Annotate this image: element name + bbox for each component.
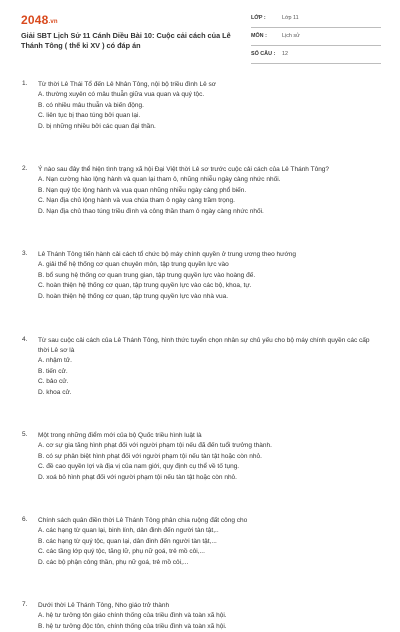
question-text: Từ thời Lê Thái Tổ đến Lê Nhân Tông, nội bộ triều đình Lê sơ <box>38 80 378 90</box>
option-d[interactable]: D. các bộ phận công thần, phụ nữ goá, trẻ mồ côi,... <box>38 558 400 569</box>
option-c[interactable]: C. liên tục bị thao túng bởi quan lại. <box>38 111 400 122</box>
option-list <box>38 260 400 302</box>
question-item <box>0 165 400 217</box>
question-text: Dưới thời Lê Thánh Tông, Nho giáo trở thành <box>38 601 378 611</box>
question-number: 7. <box>22 601 27 608</box>
option-list <box>38 526 400 568</box>
question-item <box>0 431 400 483</box>
option-b[interactable]: B. tiến cử. <box>38 367 400 378</box>
question-number: 1. <box>22 80 27 87</box>
question-text: Lê Thánh Tông tiến hành cải cách tổ chức bộ máy chính quyền ở trung ương theo hướng <box>38 250 378 260</box>
question-item <box>0 80 400 132</box>
option-c[interactable]: C. Nạn địa chủ lộng hành và vua chúa tham ô ngày càng trầm trọng. <box>38 196 400 207</box>
site-logo[interactable] <box>21 13 58 27</box>
question-list <box>0 80 400 632</box>
option-b[interactable]: B. Nạn quý tộc lộng hành và vua quan nhũng nhiễu ngày càng phổ biến. <box>38 186 400 197</box>
option-list <box>38 441 400 483</box>
option-d[interactable]: D. Nạn địa chủ thao túng triều đình và công thần tham ô ngày càng nhức nhối. <box>38 207 400 218</box>
option-c[interactable]: C. bảo cử. <box>38 377 400 388</box>
question-item <box>0 336 400 398</box>
meta-value: Lịch sử <box>282 33 300 39</box>
question-number: 3. <box>22 250 27 257</box>
meta-row-grade <box>251 10 381 28</box>
option-b[interactable]: B. hệ tư tưởng độc tôn, chính thống của triều đình và toàn xã hội. <box>38 622 400 632</box>
option-a[interactable]: A. nhậm tử. <box>38 356 400 367</box>
document-title: Giải SBT Lịch Sử 11 Cánh Diều Bài 10: Cuộc cải cách của Lê Thánh Tông ( thế kỉ XV ) có đáp án <box>21 31 246 51</box>
option-list <box>38 356 400 398</box>
option-a[interactable]: A. thường xuyên có mâu thuẫn giữa vua quan và quý tộc. <box>38 90 400 101</box>
question-text: Từ sau cuộc cải cách của Lê Thánh Tông, hình thức tuyển chọn nhân sự chủ yếu cho bộ máy chính quyền các cấp thời Lê sơ là <box>38 336 378 356</box>
option-d[interactable]: D. xoá bỏ hình phạt đối với người phạm tội nếu tàn tật hoặc còn nhỏ. <box>38 473 400 484</box>
question-text: Ý nào sau đây thể hiện tình trạng xã hội Đại Việt thời Lê sơ trước cuộc cải cách của Lê Thánh Tông? <box>38 165 378 175</box>
option-a[interactable]: A. giải thể hệ thống cơ quan chuyên môn, tập trung quyền lực vào <box>38 260 400 271</box>
option-d[interactable]: D. hoàn thiện hệ thống cơ quan, tập trung quyền lực vào nhà vua. <box>38 292 400 303</box>
meta-key: SỐ CÂU : <box>251 51 275 57</box>
option-a[interactable]: A. hệ tư tưởng tôn giáo chính thống của triều đình và toàn xã hội. <box>38 611 400 622</box>
meta-row-subject <box>251 28 381 46</box>
question-number: 2. <box>22 165 27 172</box>
question-text: Chính sách quân điền thời Lê Thánh Tông phân chia ruộng đất công cho <box>38 516 378 526</box>
option-list <box>38 611 400 632</box>
meta-value: 12 <box>282 51 288 57</box>
question-number: 5. <box>22 431 27 438</box>
option-c[interactable]: C. hoàn thiện hệ thống cơ quan, tập trung quyền lực vào các bộ, khoa, tự. <box>38 281 400 292</box>
option-a[interactable]: A. Nạn cường hào lộng hành và quan lại tham ô, nhũng nhiễu ngày càng nhức nhối. <box>38 175 400 186</box>
document-header <box>0 0 400 58</box>
option-a[interactable]: A. các hạng từ quan lại, binh lính, dân đinh đến người tàn tật,.. <box>38 526 400 537</box>
option-b[interactable]: B. có nhiều mâu thuẫn và biến động. <box>38 101 400 112</box>
logo-suffix: .vn <box>49 19 58 25</box>
question-number: 4. <box>22 336 27 343</box>
option-a[interactable]: A. cơ sự gia tăng hình phạt đối với người phạm tội nếu đã đến tuổi trưởng thành. <box>38 441 400 452</box>
option-d[interactable]: D. khoa cử. <box>38 388 400 399</box>
option-b[interactable]: B. các hạng từ quý tộc, quan lại, dân đinh đến người tàn tật,... <box>38 537 400 548</box>
logo-text: 2048 <box>21 13 49 27</box>
option-b[interactable]: B. bổ sung hệ thống cơ quan trung gian, tập trung quyền lực vào hoàng đế. <box>38 271 400 282</box>
option-b[interactable]: B. có sự phân biệt hình phạt đối với người phạm tội nếu tàn tật hoặc còn nhỏ. <box>38 452 400 463</box>
option-c[interactable]: C. đề cao quyền lợi và địa vị của nam giới, quy định cụ thể về tố tụng. <box>38 462 400 473</box>
option-d[interactable]: D. bị những nhiều bởi các quan đại thần. <box>38 122 400 133</box>
question-item <box>0 516 400 568</box>
question-text: Một trong những điểm mới của bộ Quốc triều hình luật là <box>38 431 378 441</box>
question-number: 6. <box>22 516 27 523</box>
option-list <box>38 175 400 217</box>
meta-key: LỚP : <box>251 15 266 21</box>
question-item <box>0 601 400 632</box>
meta-table <box>251 10 381 64</box>
option-list <box>38 90 400 132</box>
meta-value: Lớp 11 <box>282 15 299 21</box>
meta-row-count <box>251 46 381 64</box>
meta-key: MÔN : <box>251 33 267 39</box>
question-item <box>0 250 400 302</box>
option-c[interactable]: C. các tầng lớp quý tộc, tăng lữ, phụ nữ goá, trẻ mồ côi,... <box>38 547 400 558</box>
